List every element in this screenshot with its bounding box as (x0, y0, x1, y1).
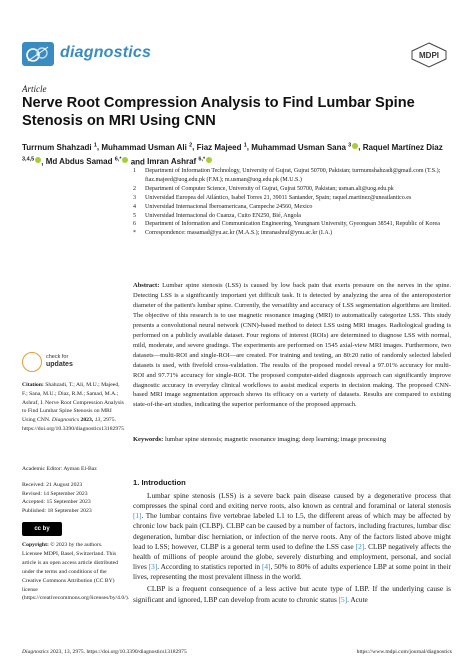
citation-year: 2023, (80, 417, 94, 423)
author-name: Fiaz Majeed $^1$ (196, 142, 247, 152)
affiliation-item (133, 185, 451, 194)
affiliation-item (133, 212, 451, 221)
intro-paragraph-2: CLBP is a frequent consequence of a less active but acute type of LBP. If the underlying cause is significant and ignored, LBP can develop from acute to chronic status [5]. Acute (133, 584, 451, 604)
citation-label: Citation: (22, 382, 44, 388)
affiliation-number: 3 (133, 194, 136, 201)
publication-dates (22, 481, 124, 515)
cc-by-license-badge[interactable]: cc by (22, 522, 62, 536)
author-separator: , (358, 142, 363, 152)
abstract (133, 281, 451, 410)
affiliation-text: Universidad Internacional do Cuanza, Cuito EN250, Bié, Angola (145, 212, 301, 219)
copyright-text: © 2023 by the authors. Licensee MDPI, Basel, Switzerland. This article is an open access article distributed under the terms and conditions of the Creative Commons Attribution (CC BY) license (https://creativecommons.org/licenses/by/4.0/). (22, 542, 130, 602)
affiliation-number: 4 (133, 203, 136, 210)
check-updates-bottom: updates (46, 361, 73, 368)
affiliation-number: 2 (133, 185, 136, 192)
abstract-text: Lumbar spine stenosis (LSS) is caused by low back pain that exerts pressure on the nerves in the spine. Detecting LSS is a significantly important yet difficult task. It is detected by analyzing the area of the anteroposterior diameter of the patient's lumbar spine. Currently, the versatility and accuracy of LSS segmentation algorithms are limited. The objective of this research is to use magnetic resonance imaging (MRI) to automatically categorize LSS. This study presents a convolutional neural network (CNN)-based method to detect LSS using MRI images. Radiological grading is performed on a publicly available dataset. Four regions of interest (ROIs) are determined to diagnose LSS with normal, mild, moderate, and severe gradings. The experiments are performed on 1545 axial-view MRI images. Furthermore, two datasets—multi-ROI and single-ROI—are created. For training and testing, an 80:20 ratio of randomly selected labeled datasets is used, with fivefold cross-validation. The results of the proposed model reveal a 97.01% accuracy for multi-ROI and 97.71% accuracy for single-ROI. The proposed computer-aided diagnosis approach can significantly improve diagnostic accuracy in everyday clinical workflows to assist medical experts in decision making. The proposed CNN-based MRI image segmentation approach shows its efficacy on a variety of datasets. Results are compared to existing state-of-the-art studies, indicating the superior performance of the proposed approach. (133, 282, 451, 409)
keywords-label: Keywords: (133, 436, 164, 443)
date-published: Published: 18 September 2023 (22, 507, 92, 514)
affiliation-text: Department of Information and Communication Engineering, Yeungnam University, Gyeongsan 38541, Republic of Korea (145, 221, 440, 228)
footer-citation (22, 649, 187, 655)
orcid-icon[interactable] (206, 157, 212, 163)
affiliations (133, 167, 451, 238)
author-name: Imran Ashraf $^{6,*}$ (147, 156, 206, 167)
keywords (133, 435, 451, 444)
author-affiliation-mark: 1 (243, 142, 247, 148)
reference-link[interactable]: [1] (133, 511, 142, 521)
date-received: Received: 21 August 2023 (22, 482, 83, 488)
author-name: Turrnum Shahzadi $^1$ (22, 142, 97, 152)
affiliation-text: Universidad Europea del Atlántico, Isabel Torres 21, 39011 Santander, Spain; raquel.martinez@uneatlantico.es (145, 194, 412, 201)
reference-link[interactable]: [2] (355, 541, 365, 551)
affiliation-text: Department of Computer Science, University of Gujrat, Gujrat 50700, Pakistan; usman.ali@uog.edu.pk (145, 185, 394, 192)
svg-text:MDPI: MDPI (419, 51, 439, 60)
citation-doi-link[interactable]: 2975. https://doi.org/10.3390/diagnostics13182975 (22, 417, 124, 432)
citation-volume: 13, (94, 417, 102, 423)
diagnostics-logo-icon (22, 42, 54, 66)
affiliation-text: Universidad Internacional Iberoamericana, Campeche 24560, Mexico (145, 203, 313, 210)
reference-link[interactable]: [3] (148, 562, 158, 572)
date-revised: Revised: 14 September 2023 (22, 490, 88, 497)
footer-doi[interactable]: 2023, 13, 2975. https://doi.org/10.3390/diagnostics13182975 (50, 649, 187, 655)
author-name: Muhammad Usman Ali $^2$ (101, 142, 193, 152)
citation-text: Shahzadi, T.; Ali, M.U.; Majeed, F.; Sana, M.U.; Diaz, R.M.; Samad, M.A.; Ashraf, I. Nerve Root Compression Analysis to Find Lumbar Spine Stenosis on MRI Using CNN. (22, 382, 124, 423)
footer-journal-url[interactable]: https://www.mdpi.com/journal/diagnostics (356, 649, 452, 655)
author-affiliation-mark: 6,* (198, 156, 206, 163)
page-footer (22, 649, 452, 655)
affiliation-item (133, 203, 451, 212)
affiliation-item (133, 194, 451, 203)
author-separator: , (246, 142, 252, 152)
affiliation-item (133, 167, 451, 185)
author-affiliation-mark: 3,4,5 (22, 156, 35, 163)
affiliation-number: 6 (133, 221, 136, 228)
affiliation-item (133, 229, 451, 238)
author-name: Muhammad Usman Sana $^3$ (251, 142, 352, 152)
author-affiliation-mark: 1 (93, 142, 97, 148)
affiliation-text: Correspondence: masamad@yu.ac.kr (M.A.S.); imranashraf@ynu.ac.kr (I.A.) (145, 230, 333, 237)
date-accepted: Accepted: 15 September 2023 (22, 499, 91, 505)
affiliation-item (133, 220, 451, 229)
introduction-text (133, 491, 451, 605)
author-affiliation-mark: 2 (189, 142, 193, 148)
author-name: Md Abdus Samad $^{6,*}$ (45, 156, 122, 167)
footer-journal: Diagnostics (22, 649, 49, 655)
keywords-text: lumbar spine stenosis; magnetic resonance imaging; deep learning; image processing (164, 436, 387, 443)
author-name: Raquel Martínez Diaz $^{3,4,5}$ (22, 142, 443, 163)
citation-journal: Diagnostics (51, 417, 80, 423)
section-heading: 1. Introduction (133, 478, 186, 487)
academic-editor: Academic Editor: Ayman El-Baz (22, 466, 97, 472)
citation-block (22, 381, 124, 434)
copyright-label: Copyright: (22, 542, 49, 548)
author-list (22, 139, 452, 168)
affiliation-number: 1 (133, 168, 136, 174)
intro-paragraph-1: Lumbar spine stenosis (LSS) is a severe back pain disease caused by a degenerative process that compresses the spinal cord and exiting nerve roots, also known as central and foraminal or lateral stenosis [1]. The lumbar contains five vertebrae labeled L1 to L5, the different areas of which may be affected by chronic low back pain (CLBP). CLBP can be caused by a number of factors, including fractures, lumbar disc degeneration, lumbar disc herniation, or infection of the nerve roots. Any of the factors listed above might lead to LSS; however, CLBP is a general term used to define the LSS case [2]. CLBP negatively affects the health of millions of people around the globe, severely disturbing and employment, personal, and social lives [3]. According to statistics reported in [4], 50% to 80% of adults experience LBP at some point in their lives, representing the most prevalent illness in the world. (133, 491, 452, 582)
affiliation-text: Department of Information Technology, University of Gujrat, Gujrat 50700, Pakistan; turrnumshahzadi@gmail.com (T.S.); fiaz.majeed@uog.edu.pk (F.M.); m.usman@uog.edu.pk (M.U.S.) (145, 168, 441, 183)
journal-name[interactable]: diagnostics (60, 44, 152, 61)
check-for-updates-button[interactable] (22, 352, 102, 372)
author-separator: , (41, 157, 46, 167)
mdpi-logo-icon[interactable] (410, 42, 448, 68)
journal-logo (22, 42, 54, 66)
author-separator: , (192, 142, 197, 152)
author-affiliation-mark: 6,* (114, 156, 122, 163)
article-type: Article (22, 84, 47, 94)
author-affiliation-mark: 3 (348, 142, 352, 148)
reference-link[interactable]: [5] (338, 594, 348, 604)
author-separator: , (96, 142, 102, 152)
check-updates-top: check for (46, 354, 69, 360)
check-updates-icon (22, 352, 42, 372)
author-separator: and (128, 157, 148, 167)
abstract-label: Abstract: (133, 282, 160, 289)
paper-title: Nerve Root Compression Analysis to Find Lumbar Spine Stenosis on MRI Using CNN (22, 95, 415, 129)
affiliation-number: 5 (133, 212, 136, 219)
copyright-block (22, 541, 130, 603)
reference-link[interactable]: [4] (261, 562, 271, 572)
affiliation-number: * (133, 230, 136, 237)
